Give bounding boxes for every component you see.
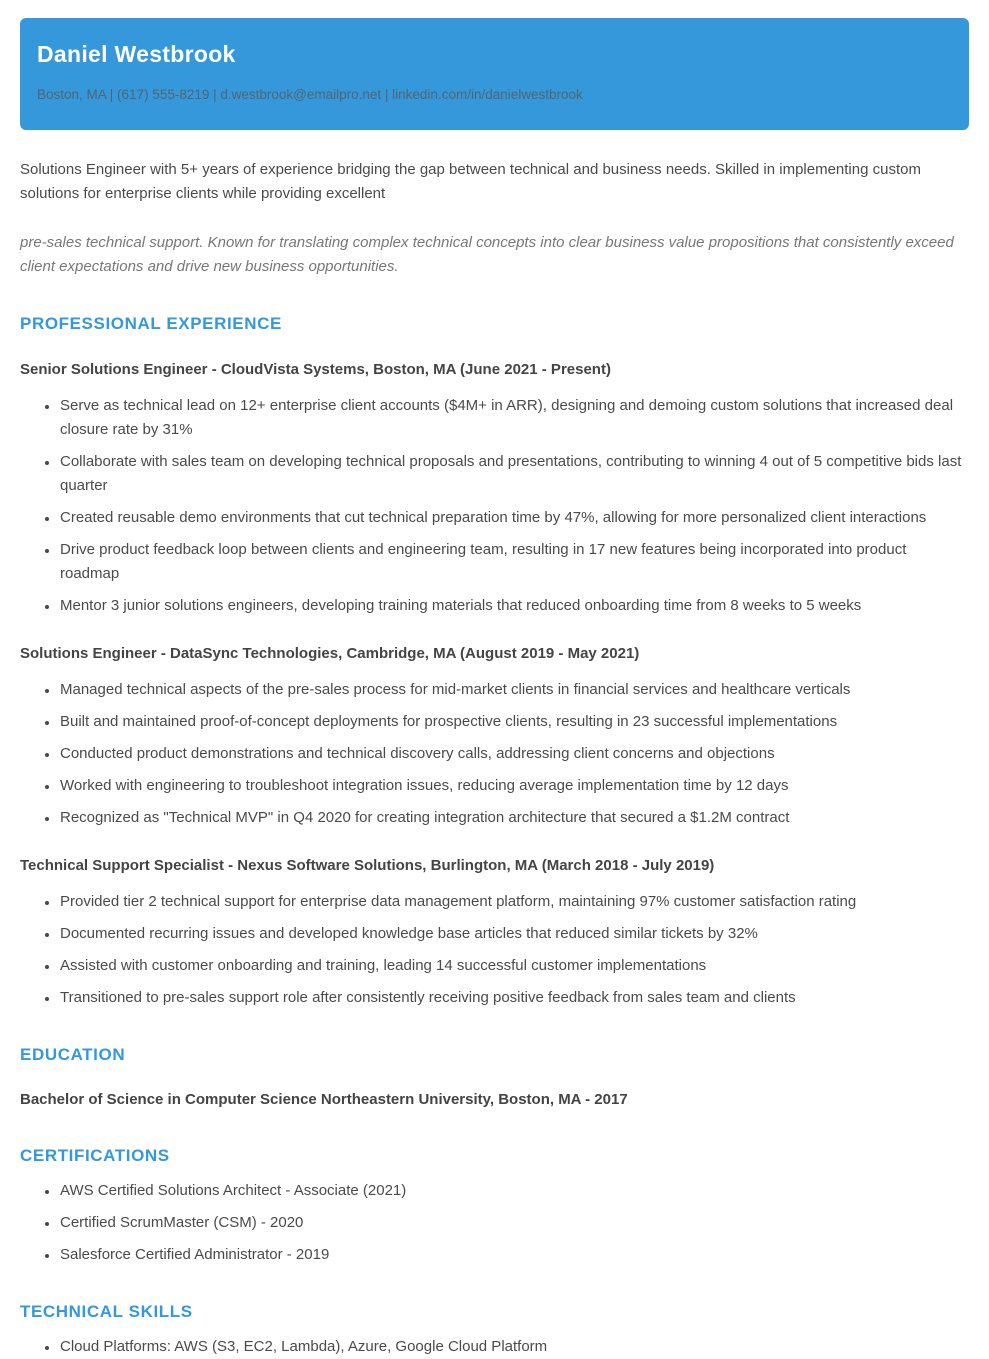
job-2-bullet-3: • Conducted product demonstrations and technical discovery calls, addressing client concerns and objections (59, 742, 969, 766)
technical-skill-1: • Cloud Platforms: AWS (S3, EC2, Lambda), Azure, Google Cloud Platform (59, 1335, 969, 1359)
job-3-bullet-3: • Assisted with customer onboarding and training, leading 14 successful customer implementations (59, 954, 969, 978)
job-1-bullet-list (20, 394, 969, 618)
job-1-bullet-1: • Serve as technical lead on 12+ enterprise client accounts ($4M+ in ARR), designing and demoing custom solutions that increased deal closure rate by 31% (59, 394, 969, 442)
section-heading-technical-skills: TECHNICAL SKILLS (20, 1302, 193, 1322)
resume-document (0, 18, 989, 1356)
job-1-bullet-4: • Drive product feedback loop between clients and engineering team, resulting in 17 new features being incorporated into product roadmap (59, 538, 969, 586)
job-3-bullet-list (20, 890, 969, 1010)
certification-3: • Salesforce Certified Administrator - 2019 (59, 1243, 969, 1267)
job-3-bullet-2: • Documented recurring issues and developed knowledge base articles that reduced similar tickets by 32% (59, 922, 969, 946)
resume-header (20, 18, 969, 130)
job-2-bullet-1: • Managed technical aspects of the pre-sales process for mid-market clients in financial services and healthcare verticals (59, 678, 969, 702)
job-1-bullet-5: • Mentor 3 junior solutions engineers, developing training materials that reduced onboarding time from 8 weeks to 5 weeks (59, 594, 969, 618)
section-heading-education: EDUCATION (20, 1045, 126, 1065)
summary-paragraph-2: pre-sales technical support. Known for translating complex technical concepts into clear business value propositions that consistently exceed client expectations and drive new business opportunities. (20, 234, 954, 276)
certification-1: • AWS Certified Solutions Architect - Associate (2021) (59, 1179, 969, 1203)
job-title-2: Solutions Engineer - DataSync Technologies, Cambridge, MA (August 2019 - May 2021) (20, 645, 640, 663)
job-2-bullet-2: • Built and maintained proof-of-concept deployments for prospective clients, resulting in 23 successful implementations (59, 710, 969, 734)
job-3-bullet-1: • Provided tier 2 technical support for enterprise data management platform, maintaining 97% customer satisfaction rating (59, 890, 969, 914)
job-2-bullet-4: • Worked with engineering to troubleshoot integration issues, reducing average implementation time by 12 days (59, 774, 969, 798)
job-title-1: Senior Solutions Engineer - CloudVista Systems, Boston, MA (June 2021 - Present) (20, 361, 611, 379)
technical-skills-list (20, 1335, 969, 1359)
job-1-bullet-2: • Collaborate with sales team on developing technical proposals and presentations, contributing to winning 4 out of 5 competitive bids last quarter (59, 450, 969, 498)
candidate-name: Daniel Westbrook (37, 41, 236, 67)
section-heading-certifications: CERTIFICATIONS (20, 1146, 170, 1166)
summary-paragraph-1: Solutions Engineer with 5+ years of experience bridging the gap between technical and business needs. Skilled in implementing custom solutions for enterprise clients while providing excellent (20, 161, 921, 203)
job-title-3: Technical Support Specialist - Nexus Software Solutions, Burlington, MA (March 2018 - July 2019) (20, 857, 715, 875)
certification-2: • Certified ScrumMaster (CSM) - 2020 (59, 1211, 969, 1235)
certifications-list (20, 1179, 969, 1267)
job-2-bullet-list (20, 678, 969, 830)
job-3-bullet-4: • Transitioned to pre-sales support role after consistently receiving positive feedback from sales team and clients (59, 986, 969, 1010)
education-degree: Bachelor of Science in Computer Science Northeastern University, Boston, MA - 2017 (20, 1091, 628, 1109)
contact-info: Boston, MA | (617) 555-8219 | d.westbrook@emailpro.net | linkedin.com/in/danielwestbrook (37, 86, 583, 102)
job-2-bullet-5: • Recognized as "Technical MVP" in Q4 2020 for creating integration architecture that secured a $1.2M contract (59, 806, 969, 830)
resume-body (0, 158, 989, 1359)
job-1-bullet-3: • Created reusable demo environments that cut technical preparation time by 47%, allowing for more personalized client interactions (59, 506, 969, 530)
section-heading-professional-experience: PROFESSIONAL EXPERIENCE (20, 314, 282, 334)
